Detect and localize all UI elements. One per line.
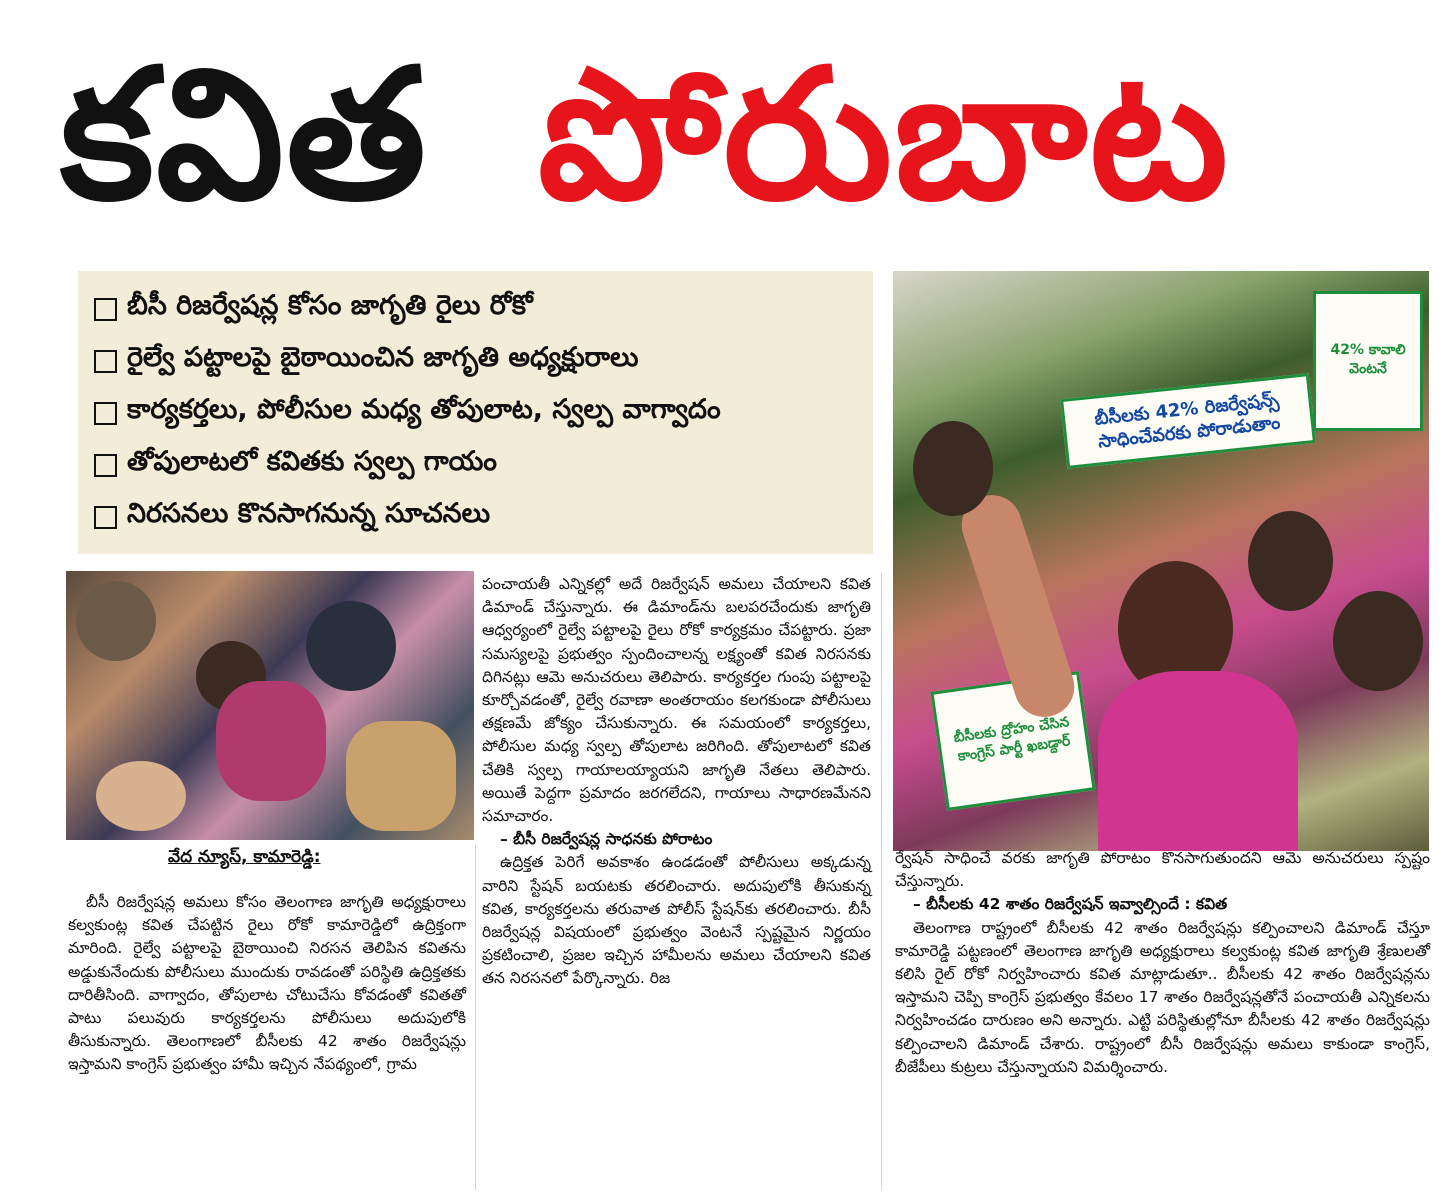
highlight-text: తోపులాటలో కవితకు స్వల్ప గాయం bbox=[127, 446, 497, 477]
highlights-box bbox=[78, 271, 873, 554]
placard: బీసీలకు 42% రిజర్వేషన్స్ సాధించేవరకు పోరాడుతాం bbox=[1060, 373, 1316, 469]
highlight-item bbox=[94, 491, 857, 543]
saree-shape bbox=[1098, 671, 1298, 851]
hand-shape bbox=[96, 761, 186, 831]
saree-shape bbox=[216, 681, 326, 801]
column-divider bbox=[881, 573, 882, 1190]
paragraph: ఉద్రిక్తత పెరిగే అవకాశం ఉండడంతో పోలీసులు అక్కడున్న వారిని స్టేషన్ బయటకు తరలించారు. అదుపులోకి తీసుకున్న కవిత, కార్యకర్తలను తరువాత పోలీస్ స్టేషన్‌కు తరలించారు. బీసీ రిజర్వేషన్ల విషయంలో ప్రభుత్వం వెంటనే స్పష్టమైన నిర్ణయం ప్రకటించాలి, ప్రజల ఇచ్చిన హామీలను అమలు చేయాలని కవిత తన నిరసనలో పేర్కొన్నారు. రిజ bbox=[482, 853, 871, 988]
highlight-item bbox=[94, 283, 857, 335]
headline bbox=[60, 8, 1440, 263]
checkbox-square-icon bbox=[94, 350, 117, 373]
head-shape bbox=[1248, 511, 1333, 611]
column-divider bbox=[475, 845, 476, 1190]
checkbox-square-icon bbox=[94, 298, 117, 321]
article-column-1: బీసీ రిజర్వేషన్ల అమలు కోసం తెలంగాణ జాగృతి అధ్యక్షురాలు కల్వకుంట్ల కవిత చేపట్టిన రైలు రోకో కామారెడ్డిలో ఉద్రిక్తంగా మారింది. రైల్వే పట్టాలపై బైఠాయించి నిరసన తెలిపిన కవితను అడ్డుకునేందుకు పోలీసులు ముందుకు రావడంతో పరిస్థితి ఉద్రిక్తతకు దారితీసింది. వాగ్వాదం, తోపులాట చోటుచేసు కోవడంతో కవితతో పాటు పలువురు కార్యకర్తలను పోలీసులు అదుపులోకి తీసుకున్నారు. తెలంగాణలో బీసీలకు 42 శాతం రిజర్వేషన్లు ఇస్తామని కాంగ్రెస్ ప్రభుత్వం హామీ ఇచ్చిన నేపథ్యంలో, గ్రామ bbox=[68, 893, 466, 1074]
checkbox-square-icon bbox=[94, 506, 117, 529]
checkbox-square-icon bbox=[94, 454, 117, 477]
checkbox-square-icon bbox=[94, 402, 117, 425]
highlight-text: కార్యకర్తలు, పోలీసుల మధ్య తోపులాట, స్వల్ప వాగ్వాదం bbox=[127, 394, 721, 425]
article-column-3 bbox=[895, 847, 1430, 1079]
uniform-shape bbox=[346, 721, 456, 831]
placard: బీసీలకు ద్రోహం చేసిన కాంగ్రెస్ పార్టీ ఖబడ్దార్ bbox=[930, 671, 1095, 811]
highlight-text: నిరసనలు కొనసాగనున్న సూచనలు bbox=[127, 498, 491, 529]
subheading: – బీసీలకు 42 శాతం రిజర్వేషన్ ఇవ్వాల్సిందే : కవిత bbox=[913, 895, 1228, 914]
paragraph: పంచాయతీ ఎన్నికల్లో అదే రిజర్వేషన్ అమలు చేయాలని కవిత డిమాండ్ చేస్తున్నారు. ఈ డిమాండ్‌ను బలపరచేందుకు జాగృతి ఆధ్వర్యంలో రైల్వే పట్టాలపై రైలు రోకో కార్యక్రమం చేపట్టారు. ప్రజా సమస్యలపై ప్రభుత్వం స్పందించాలన్న లక్ష్యంతో కవిత నిరసనకు దిగినట్లు ఆమె అనుచరులు తెలిపారు. కార్యకర్తల గుంపు పట్టాలపై కూర్చోవడంతో, రైల్వే రవాణా అంతరాయం కలగకుండా పోలీసులు తక్షణమే జోక్యం చేసుకున్నారు. ఈ సమయంలో కార్యకర్తలు, పోలీసుల మధ్య స్వల్ప తోపులాట జరిగింది. తోపులాటలో కవిత చేతికి స్వల్ప గాయాలయ్యాయని జాగృతి నేతలు తెలిపారు. అయితే పెద్దగా ప్రమాదం జరగలేదని, గాయాలు సాధారణమేనని సమాచారం. bbox=[482, 575, 871, 826]
protest-photo bbox=[893, 271, 1429, 851]
head-shape bbox=[76, 581, 156, 661]
placard: 42% కావాలి వెంటనే bbox=[1313, 291, 1423, 431]
head-shape bbox=[913, 421, 993, 516]
scuffle-photo bbox=[66, 571, 474, 840]
police-cap-shape bbox=[306, 601, 396, 691]
highlight-text: రైల్వే పట్టాలపై బైఠాయించిన జాగృతి అధ్యక్షురాలు bbox=[127, 342, 639, 373]
headline-black-word: కవిత bbox=[60, 30, 428, 240]
paragraph: తెలంగాణ రాష్ట్రంలో బీసీలకు 42 శాతం రిజర్వేషన్లు కల్పించాలని డిమాండ్ చేస్తూ కామారెడ్డి పట్టణంలో తెలంగాణ జాగృతి అధ్యక్షురాలు కల్వకుంట్ల కవిత జాగృతి శ్రేణులతో కలిసి రైల్ రోకో నిర్వహించారు కవిత మాట్లాడుతూ.. బీసీలకు 42 శాతం రిజర్వేషన్లను ఇస్తామని చెప్పి కాంగ్రెస్ ప్రభుత్వం కేవలం 17 శాతం రిజర్వేషన్లతోనే పంచాయతీ ఎన్నికలను నిర్వహించడం దారుణం అని అన్నారు. ఎట్టి పరిస్థితుల్లోనూ బీసీలకు 42 శాతం రిజర్వేషన్లు కల్పించాలని డిమాండ్ చేశారు. రాష్ట్రంలో బీసీ రిజర్వేషన్లు అమలు కాకుండా కాంగ్రెస్, బీజేపీలు కుట్రలు చేస్తున్నాయని విమర్శించారు. bbox=[895, 918, 1430, 1076]
subheading: – బీసీ రిజర్వేషన్ల సాధనకు పోరాటం bbox=[500, 830, 713, 849]
highlight-item bbox=[94, 439, 857, 491]
byline: వేద న్యూస్, కామారెడ్డి: bbox=[168, 847, 321, 867]
headline-red-word: పోరుబాట bbox=[537, 30, 1231, 240]
article-column-2 bbox=[482, 573, 871, 991]
head-shape bbox=[1333, 591, 1423, 691]
highlight-item bbox=[94, 335, 857, 387]
highlight-item bbox=[94, 387, 857, 439]
paragraph: ర్వేషన్ సాధించే వరకు జాగృతి పోరాటం కొనసాగుతుందని ఆమె అనుచరులు స్పష్టం చేస్తున్నారు. bbox=[895, 849, 1430, 891]
highlight-text: బీసీ రిజర్వేషన్ల కోసం జాగృతి రైలు రోకో bbox=[127, 290, 533, 321]
